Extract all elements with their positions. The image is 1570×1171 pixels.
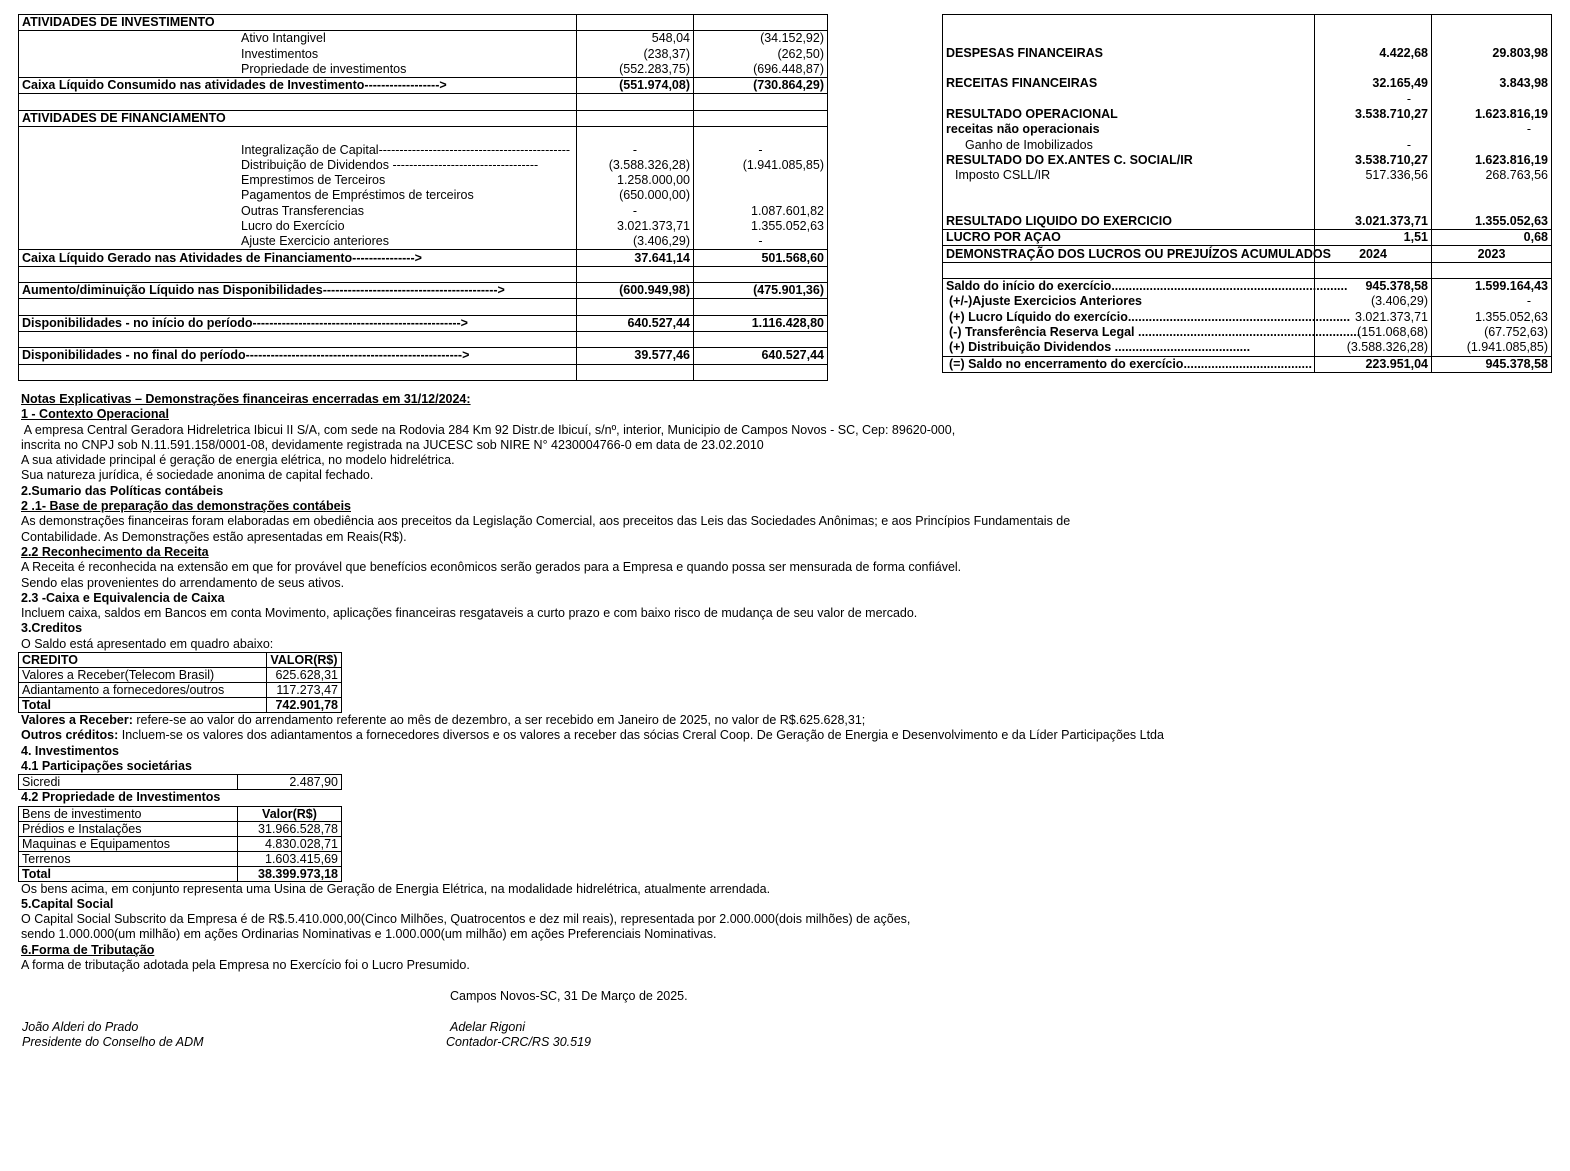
table-row: Outras Transferencias - 1.087.601,82	[19, 204, 828, 219]
spacer-row	[19, 331, 828, 347]
spacer-row	[19, 127, 828, 143]
income-statement-table	[942, 14, 1552, 373]
final-row: Disponibilidades - no final do período----------------------------------------------------> 39.577,46 640.527,44	[19, 348, 828, 364]
table-row: Ajuste Exercicio anteriores (3.406,29) -	[19, 234, 828, 250]
valores-receber-note: Valores a Receber: refere-se ao valor do arrendamento referente ao mês de dezembro, a ser recebido em Janeiro de 2025, no valor de R$.625.628,31;	[21, 713, 866, 728]
investimento-header: ATIVIDADES DE INVESTIMENTO	[19, 15, 577, 31]
table-row: Valores a Receber(Telecom Brasil) 625.628,31	[19, 668, 342, 683]
table-total: Total 742.901,78	[19, 698, 342, 713]
financiamento-header-row	[19, 110, 828, 126]
operacional-row: RESULTADO OPERACIONAL 3.538.710,27 1.623.816,19	[943, 107, 1552, 122]
investimento-header-row	[19, 15, 828, 31]
lucro-acao-row: LUCRO POR AÇAO 1,51 0,68	[943, 230, 1552, 246]
dash-row: -	[943, 91, 1552, 106]
participacoes-table	[18, 774, 342, 790]
financiamento-header: ATIVIDADES DE FINANCIAMENTO	[19, 110, 577, 126]
signer-right-role: Contador-CRC/RS 30.519	[446, 1035, 591, 1049]
investimento-total-row: Caixa Líquido Consumido nas atividades de Investimento------------------> (551.974,08) (730.864,29)	[19, 78, 828, 94]
spacer-row	[943, 30, 1552, 45]
section-title: 1 - Contexto Operacional	[21, 407, 169, 422]
table-row: Lucro do Exercício 3.021.373,71 1.355.052,63	[19, 219, 828, 234]
table-row: Propriedade de investimentos (552.283,75) (696.448,87)	[19, 62, 828, 78]
signer-left-role: Presidente do Conselho de ADM	[22, 1035, 204, 1049]
section-title: 2.Sumario das Políticas contábeis	[21, 483, 224, 498]
spacer-row	[19, 94, 828, 110]
section-title: 4.2 Propriedade de Investimentos	[21, 790, 221, 805]
creditos-table	[18, 652, 342, 713]
spacer-row	[943, 262, 1552, 278]
section-title: 3.Creditos	[21, 621, 83, 636]
table-row: Maquinas e Equipamentos 4.830.028,71	[19, 836, 342, 851]
receitas-row: RECEITAS FINANCEIRAS 32.165,49 3.843,98	[943, 76, 1552, 91]
table-row: Distribuição de Dividendos ----------------------------------- (3.588.326,28) (1.941.085,85)	[19, 158, 828, 173]
cash-flow-table	[18, 14, 828, 381]
section-title: 2 .1- Base de preparação das demonstrações contábeis	[21, 499, 351, 514]
notes-title: Notas Explicativas – Demonstrações financeiras encerradas em 31/12/2024:	[21, 392, 471, 406]
ganho-row: Ganho de Imobilizados -	[943, 137, 1552, 152]
outros-creditos-note: Outros créditos: Incluem-se os valores dos adiantamentos a fornecedores diversos e os valores a receber das sócias Creral Coop. De Geração de Energia e Desenvolvimento e da Líder Participações Ltda	[21, 728, 1164, 743]
dlpa-row: (-) Transferência Reserva Legal ................................................................ (151.068,68) (67.752,63)	[943, 325, 1552, 340]
section-title: 6.Forma de Tributação	[21, 942, 155, 957]
antes-row: RESULTADO DO EX.ANTES C. SOCIAL/IR 3.538.710,27 1.623.816,19	[943, 153, 1552, 168]
table-row: Pagamentos de Empréstimos de terceiros (650.000,00)	[19, 188, 828, 203]
financiamento-total-row: Caixa Líquido Gerado nas Atividades de Financiamento---------------> 37.641,14 501.568,60	[19, 250, 828, 266]
inicio-row: Disponibilidades - no início do período--------------------------------------------------> 640.527,44 1.116.428,80	[19, 315, 828, 331]
section-title: 2.2 Reconhecimento da Receita	[21, 544, 209, 559]
section-title: 4. Investimentos	[21, 743, 119, 758]
section-title: 5.Capital Social	[21, 896, 114, 911]
imposto-row: Imposto CSLL/IR 517.336,56 268.763,56	[943, 168, 1552, 183]
table-row: Adiantamento a fornecedores/outros 117.273,47	[19, 683, 342, 698]
dlpa-row: Saldo do início do exercício.................................................................... 945.378,58 1.599.164,43	[943, 279, 1552, 295]
table-total: Total 38.399.973,18	[19, 866, 342, 881]
table-row: Prédios e Instalações 31.966.528,78	[19, 821, 342, 836]
place-date: Campos Novos-SC, 31 De Março de 2025.	[450, 989, 688, 1003]
table-row: Terrenos 1.603.415,69	[19, 851, 342, 866]
dlpa-row: (=) Saldo no encerramento do exercício..................................... 223.951,04 945.378,58	[943, 356, 1552, 372]
dlpa-row: (+/-)Ajuste Exercicios Anteriores (3.406,29) -	[943, 294, 1552, 309]
table-row: Investimentos (238,37) (262,50)	[19, 47, 828, 62]
aumento-row: Aumento/diminuição Líquido nas Disponibilidades------------------------------------------> (600.949,98) (475.901,36)	[19, 283, 828, 299]
signer-left-name: João Alderi do Prado	[22, 1020, 139, 1034]
table-row: Ativo Intangivel 548,04 (34.152,92)	[19, 31, 828, 47]
spacer-row	[19, 266, 828, 282]
spacer-row	[943, 183, 1552, 198]
signer-right-name: Adelar Rigoni	[450, 1020, 526, 1034]
table-row: Sicredi 2.487,90	[19, 775, 342, 790]
spacer-row	[19, 299, 828, 315]
liquido-row: RESULTADO LIQUIDO DO EXERCICIO 3.021.373,71 1.355.052,63	[943, 214, 1552, 230]
dlpa-row: (+) Lucro Líquido do exercício................................................................ 3.021.373,71 1.355.052,63	[943, 310, 1552, 325]
table-row: Integralização de Capital---------------------------------------------- - -	[19, 142, 828, 157]
spacer-row	[943, 15, 1552, 31]
nao-operacionais-row: receitas não operacionais -	[943, 122, 1552, 137]
section-title: 4.1 Participações societárias	[21, 758, 192, 773]
despesas-row: DESPESAS FINANCEIRAS 4.422,68 29.803,98	[943, 46, 1552, 61]
section-title: 2.3 -Caixa e Equivalencia de Caixa	[21, 590, 225, 605]
dlpa-header-row: DEMONSTRAÇÃO DOS LUCROS OU PREJUÍZOS ACUMULADOS 2024 2023	[943, 246, 1552, 262]
explanatory-notes: Notas Explicativas – Demonstrações financeiras encerradas em 31/12/2024: 1 - Contexto Operacional A empresa Central Geradora Hidreletrica Ibicui II S/A, com sede na Rodovia 284 Km 92 Distr.de Ibicuí, s/nº, interior, Municipio de Campos Novos - SC, Cep: 89620-000, inscrita no CNPJ sob N.11.591.158/0001-08, devidamente registrada na JUCESC sob NIRE N° 4230004766-0 em data de 23.02.2010 A sua atividade principal é geração de energia elétrica, no modelo hidrelétrica. Sua natureza jurídica, é sociedade anonima de capital fechado. 2.Sumario das Políticas contábeis 2 .1- Base de preparação das demonstrações contábeis As demonstrações financeiras foram elaboradas em obediência aos preceitos da Legislação Comercial, aos preceitos das Leis das Sociedades Anônimas; e aos Princípios Fundamentais de Contabilidade. As Demonstrações estão apresentadas em Reais(R$). 2.2 Reconhecimento da Receita A Receita é reconhecida na extensão em que for provável que benefícios econômicos serão gerados para a Empresa e quando possa ser mensurada de forma confiável. Sendo elas provenientes do arrendamento de seus ativos. 2.3 -Caixa e Equivalencia de Caixa Incluem caixa, saldos em Bancos em conta Movimento, aplicações financeiras resgataveis a curto prazo e com baixo risco de mudança de seu valor de mercado. 3.Creditos O Saldo está apresentado em quadro abaixo: CREDITO VALOR(R$) Valores a Receber(Telecom Brasil) 625.628,31 Adiantamento a fornecedores/outros 117.273,47 Total 742.901,78 Valores a Receber: refere-se ao valor do arrendamento referente ao mês de dezembro, a ser recebido em Janeiro de 2025, no valor de R$.625.628,31; Outros créditos: Incluem-se os valores dos adiantamentos a fornecedores diversos e os valores a receber das sócias Creral Coop. De Geração de Energia e Desenvolvimento e da Líder Participações Ltda 4. Investimentos 4.1 Participações societárias Sicredi 2.487,90 4.2 Propriedade de Investimentos Bens de investimento Valor(R$) Prédios e Instalações 31.966.528,78 Maquinas e Equipamentos 4.830.028,71 Terrenos 1.603.415,69 Total 38.399.973,18 Os bens acima, em conjunto representa uma Usina de Geração de Energia Elétrica, na modalidade hidrelétrica, atualmente arrendada. 5.Capital Social O Capital Social Subscrito da Empresa é de R$.5.410.000,00(Cinco Milhões, Quatrocentos e dez mil reais), representada por 2.000.000(dois milhões) de ações, sendo 1.000.000(um milhão) em ações Ordinarias Nominativas e 1.000.000(um milhão) em ações Preferenciais Nominativas. 6.Forma de Tributação A forma de tributação adotada pela Empresa no Exercício foi o Lucro Presumido.	[21, 392, 1541, 973]
table-header: Bens de investimento Valor(R$)	[19, 806, 342, 821]
spacer-row	[943, 199, 1552, 214]
table-header: CREDITO VALOR(R$)	[19, 653, 342, 668]
spacer-row	[19, 364, 828, 380]
propriedade-table	[18, 806, 342, 882]
spacer-row	[943, 61, 1552, 76]
table-row: Emprestimos de Terceiros 1.258.000,00	[19, 173, 828, 188]
dlpa-row: (+) Distribuição Dividendos ....................................... (3.588.326,28) (1.941.085,85)	[943, 340, 1552, 356]
